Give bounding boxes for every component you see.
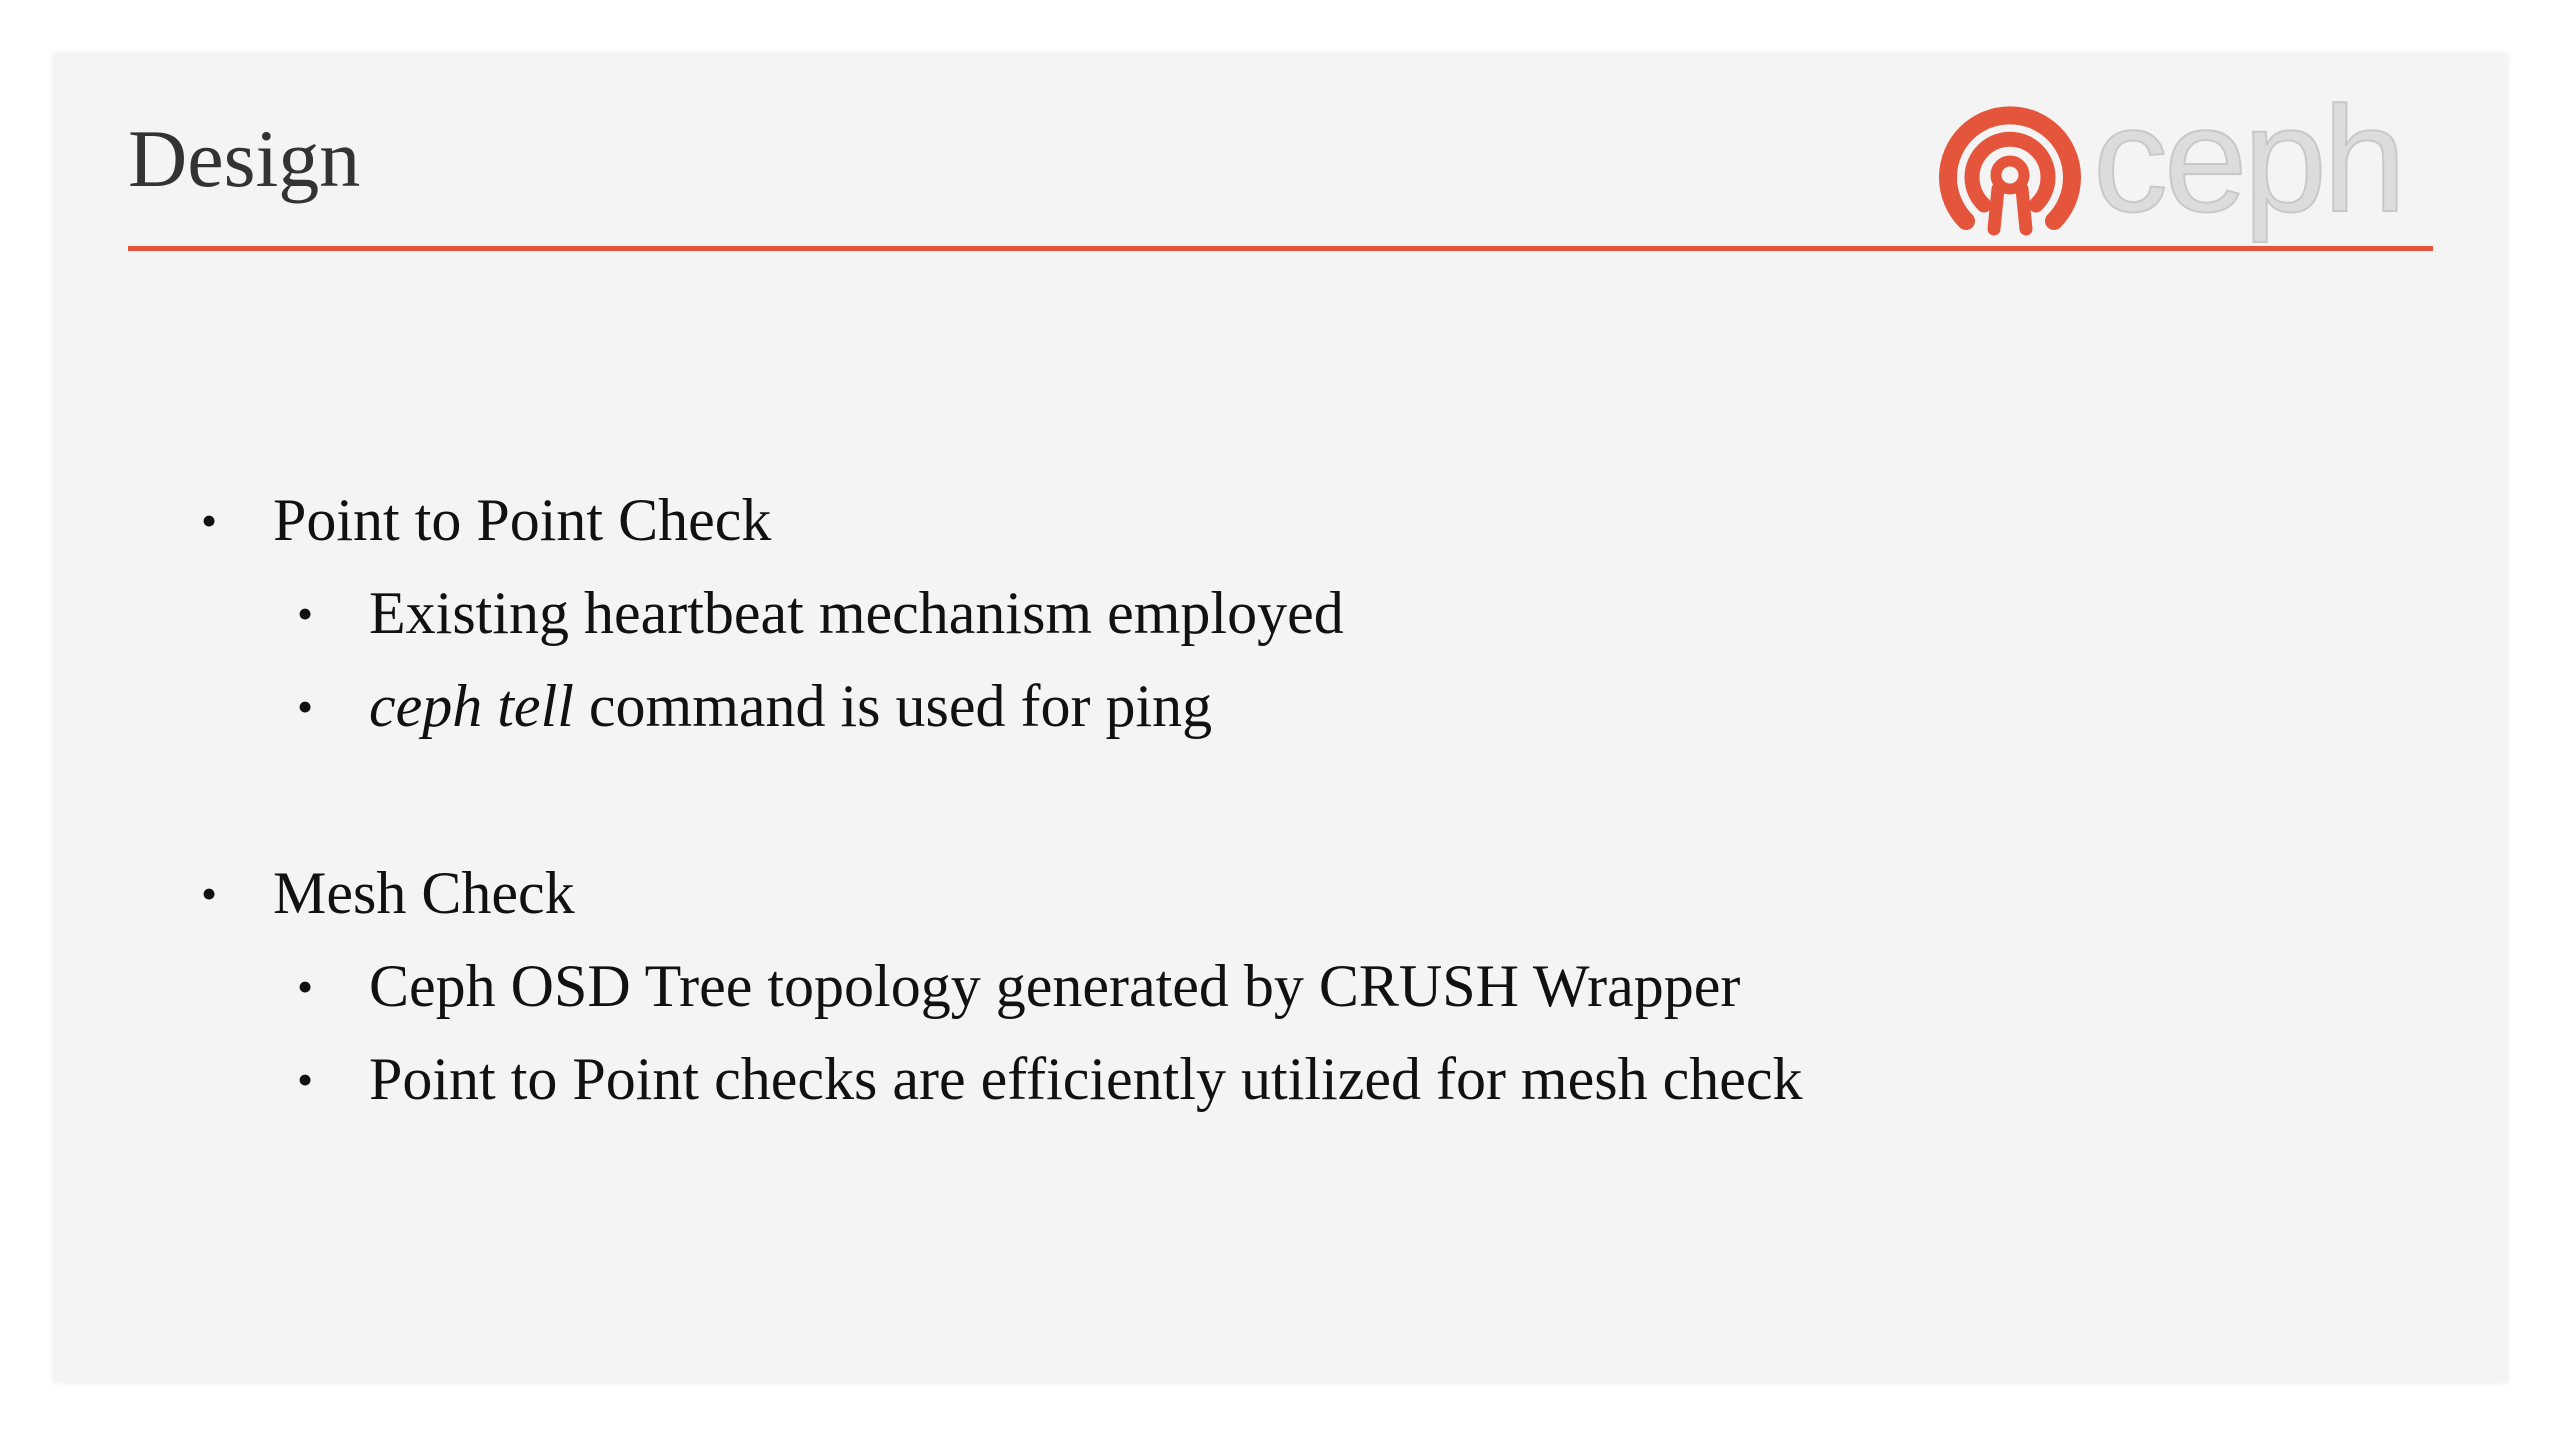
sub-bullet-heartbeat: Existing heartbeat mechanism employed	[369, 580, 1344, 646]
bullet-glyph: •	[297, 1054, 314, 1105]
sub-bullet-ceph-tell	[369, 673, 1213, 739]
ceph-tell-command: ceph tell	[369, 673, 574, 739]
ceph-tell-description: command is used for ping	[573, 673, 1213, 739]
bullet-glyph: •	[297, 681, 314, 732]
bullet-glyph: •	[297, 961, 314, 1012]
slide-title: Design	[128, 113, 361, 204]
bullet-glyph: •	[201, 495, 218, 546]
bullet-point-to-point: Point to Point Check	[273, 487, 772, 553]
slide	[53, 53, 2508, 1383]
sub-bullet-mesh-utilized: Point to Point checks are efficiently utilized for mesh check	[369, 1046, 1803, 1112]
sub-bullet-osd-tree: Ceph OSD Tree topology generated by CRUSH Wrapper	[369, 953, 1741, 1019]
bullet-list	[53, 53, 2508, 1383]
bullet-mesh-check: Mesh Check	[273, 860, 575, 926]
ceph-wordmark: ceph	[2093, 83, 2403, 243]
bullet-glyph: •	[201, 868, 218, 919]
bullet-glyph: •	[297, 588, 314, 639]
